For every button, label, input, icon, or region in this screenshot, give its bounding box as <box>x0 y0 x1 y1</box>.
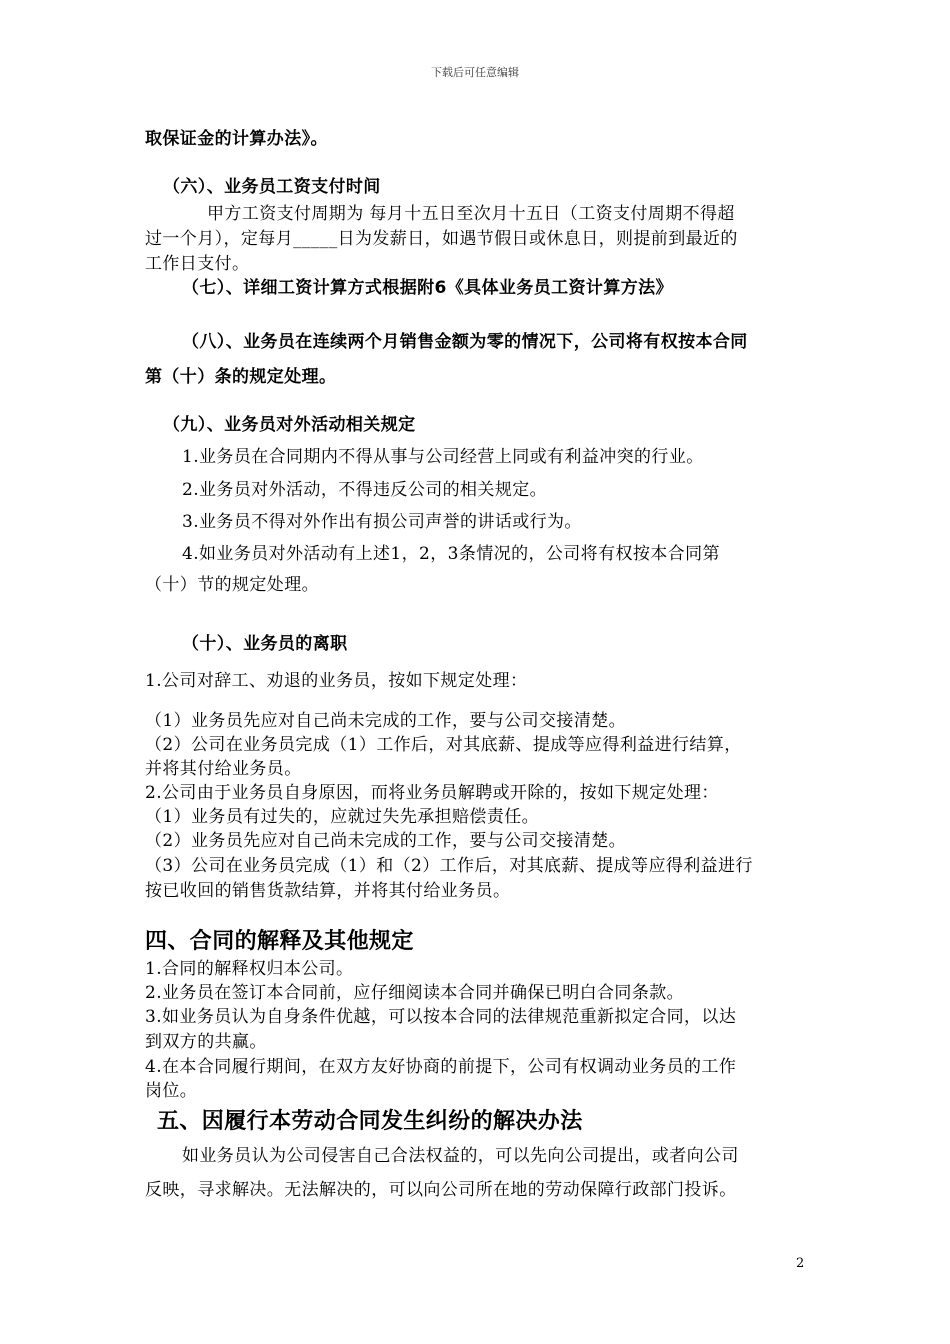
paragraph-line: 岗位。 <box>145 1081 198 1101</box>
paragraph-line <box>145 228 738 250</box>
page-header: 下载后可任意编辑 <box>431 66 519 79</box>
chapter-heading-4: 四、合同的解释及其他规定 <box>145 929 414 954</box>
section-heading-10: （十）、业务员的离职 <box>182 634 348 654</box>
list-item: （1）业务员先应对自己尚未完成的工作，要与公司交接清楚。 <box>145 711 627 731</box>
paragraph-line: 甲方工资支付周期为 每月十五日至次月十五日（工资支付周期不得超 <box>207 204 735 224</box>
list-item: 4.在本合同履行期间，在双方友好协商的前提下，公司有权调动业务员的工作 <box>145 1057 737 1077</box>
list-item: 1.合同的解释权归本公司。 <box>145 959 354 979</box>
section-heading-8: （八）、业务员在连续两个月销售金额为零的情况下，公司将有权按本合同 <box>182 332 748 352</box>
section-heading-6: （六）、业务员工资支付时间 <box>163 177 381 197</box>
text-run: 过一个月），定每月 <box>145 229 294 249</box>
paragraph-line: 取保证金的计算办法》。 <box>145 129 328 149</box>
text-run: 日为发薪日，如遇节假日或休息日，则提前到最近的 <box>337 229 738 249</box>
paragraph-line: 并将其付给业务员。 <box>145 759 302 779</box>
list-item: 2.公司由于业务员自身原因，而将业务员解聘或开除的，按如下规定处理： <box>145 783 719 803</box>
list-item: （2）公司在业务员完成（1）工作后，对其底薪、提成等应得利益进行结算， <box>145 735 742 755</box>
list-item: 2.业务员在签订本合同前，应仔细阅读本合同并确保已明白合同条款。 <box>145 983 685 1003</box>
section-heading-7: （七）、详细工资计算方式根据附6《具体业务员工资计算方法》 <box>182 278 673 298</box>
blank-field: _____ <box>293 229 338 249</box>
list-item: （3）公司在业务员完成（1）和（2）工作后，对其底薪、提成等应得利益进行 <box>145 856 753 876</box>
page-number: 2 <box>796 1256 805 1271</box>
list-item: 1.公司对辞工、劝退的业务员，按如下规定处理： <box>145 671 528 691</box>
paragraph-line: 反映，寻求解决。无法解决的，可以向公司所在地的劳动保障行政部门投诉。 <box>145 1180 737 1200</box>
paragraph-line: 如业务员认为公司侵害自己合法权益的，可以先向公司提出，或者向公司 <box>182 1146 739 1166</box>
list-item: （1）业务员有过失的，应就过失先承担赔偿责任。 <box>145 807 540 827</box>
list-item: 4.如业务员对外活动有上述1，2，3条情况的，公司将有权按本合同第 <box>182 544 720 564</box>
chapter-heading-5: 五、因履行本劳动合同发生纠纷的解决办法 <box>157 1109 583 1134</box>
list-item: （2）业务员先应对自己尚未完成的工作，要与公司交接清楚。 <box>145 831 627 851</box>
list-item: 1.业务员在合同期内不得从事与公司经营上同或有利益冲突的行业。 <box>182 447 704 467</box>
paragraph-line: 到双方的共赢。 <box>145 1032 267 1052</box>
list-item: 3.如业务员认为自身条件优越，可以按本合同的法律规范重新拟定合同，以达 <box>145 1007 737 1027</box>
paragraph-line: 第（十）条的规定处理。 <box>145 367 337 387</box>
paragraph-line: 按已收回的销售货款结算，并将其付给业务员。 <box>145 881 511 901</box>
list-item: 3.业务员不得对外作出有损公司声誉的讲话或行为。 <box>182 512 582 532</box>
paragraph-line: （十）节的规定处理。 <box>145 575 319 595</box>
list-item: 2.业务员对外活动，不得违反公司的相关规定。 <box>182 480 548 500</box>
section-heading-9: （九）、业务员对外活动相关规定 <box>163 415 416 435</box>
paragraph-line: 工作日支付。 <box>145 254 250 274</box>
